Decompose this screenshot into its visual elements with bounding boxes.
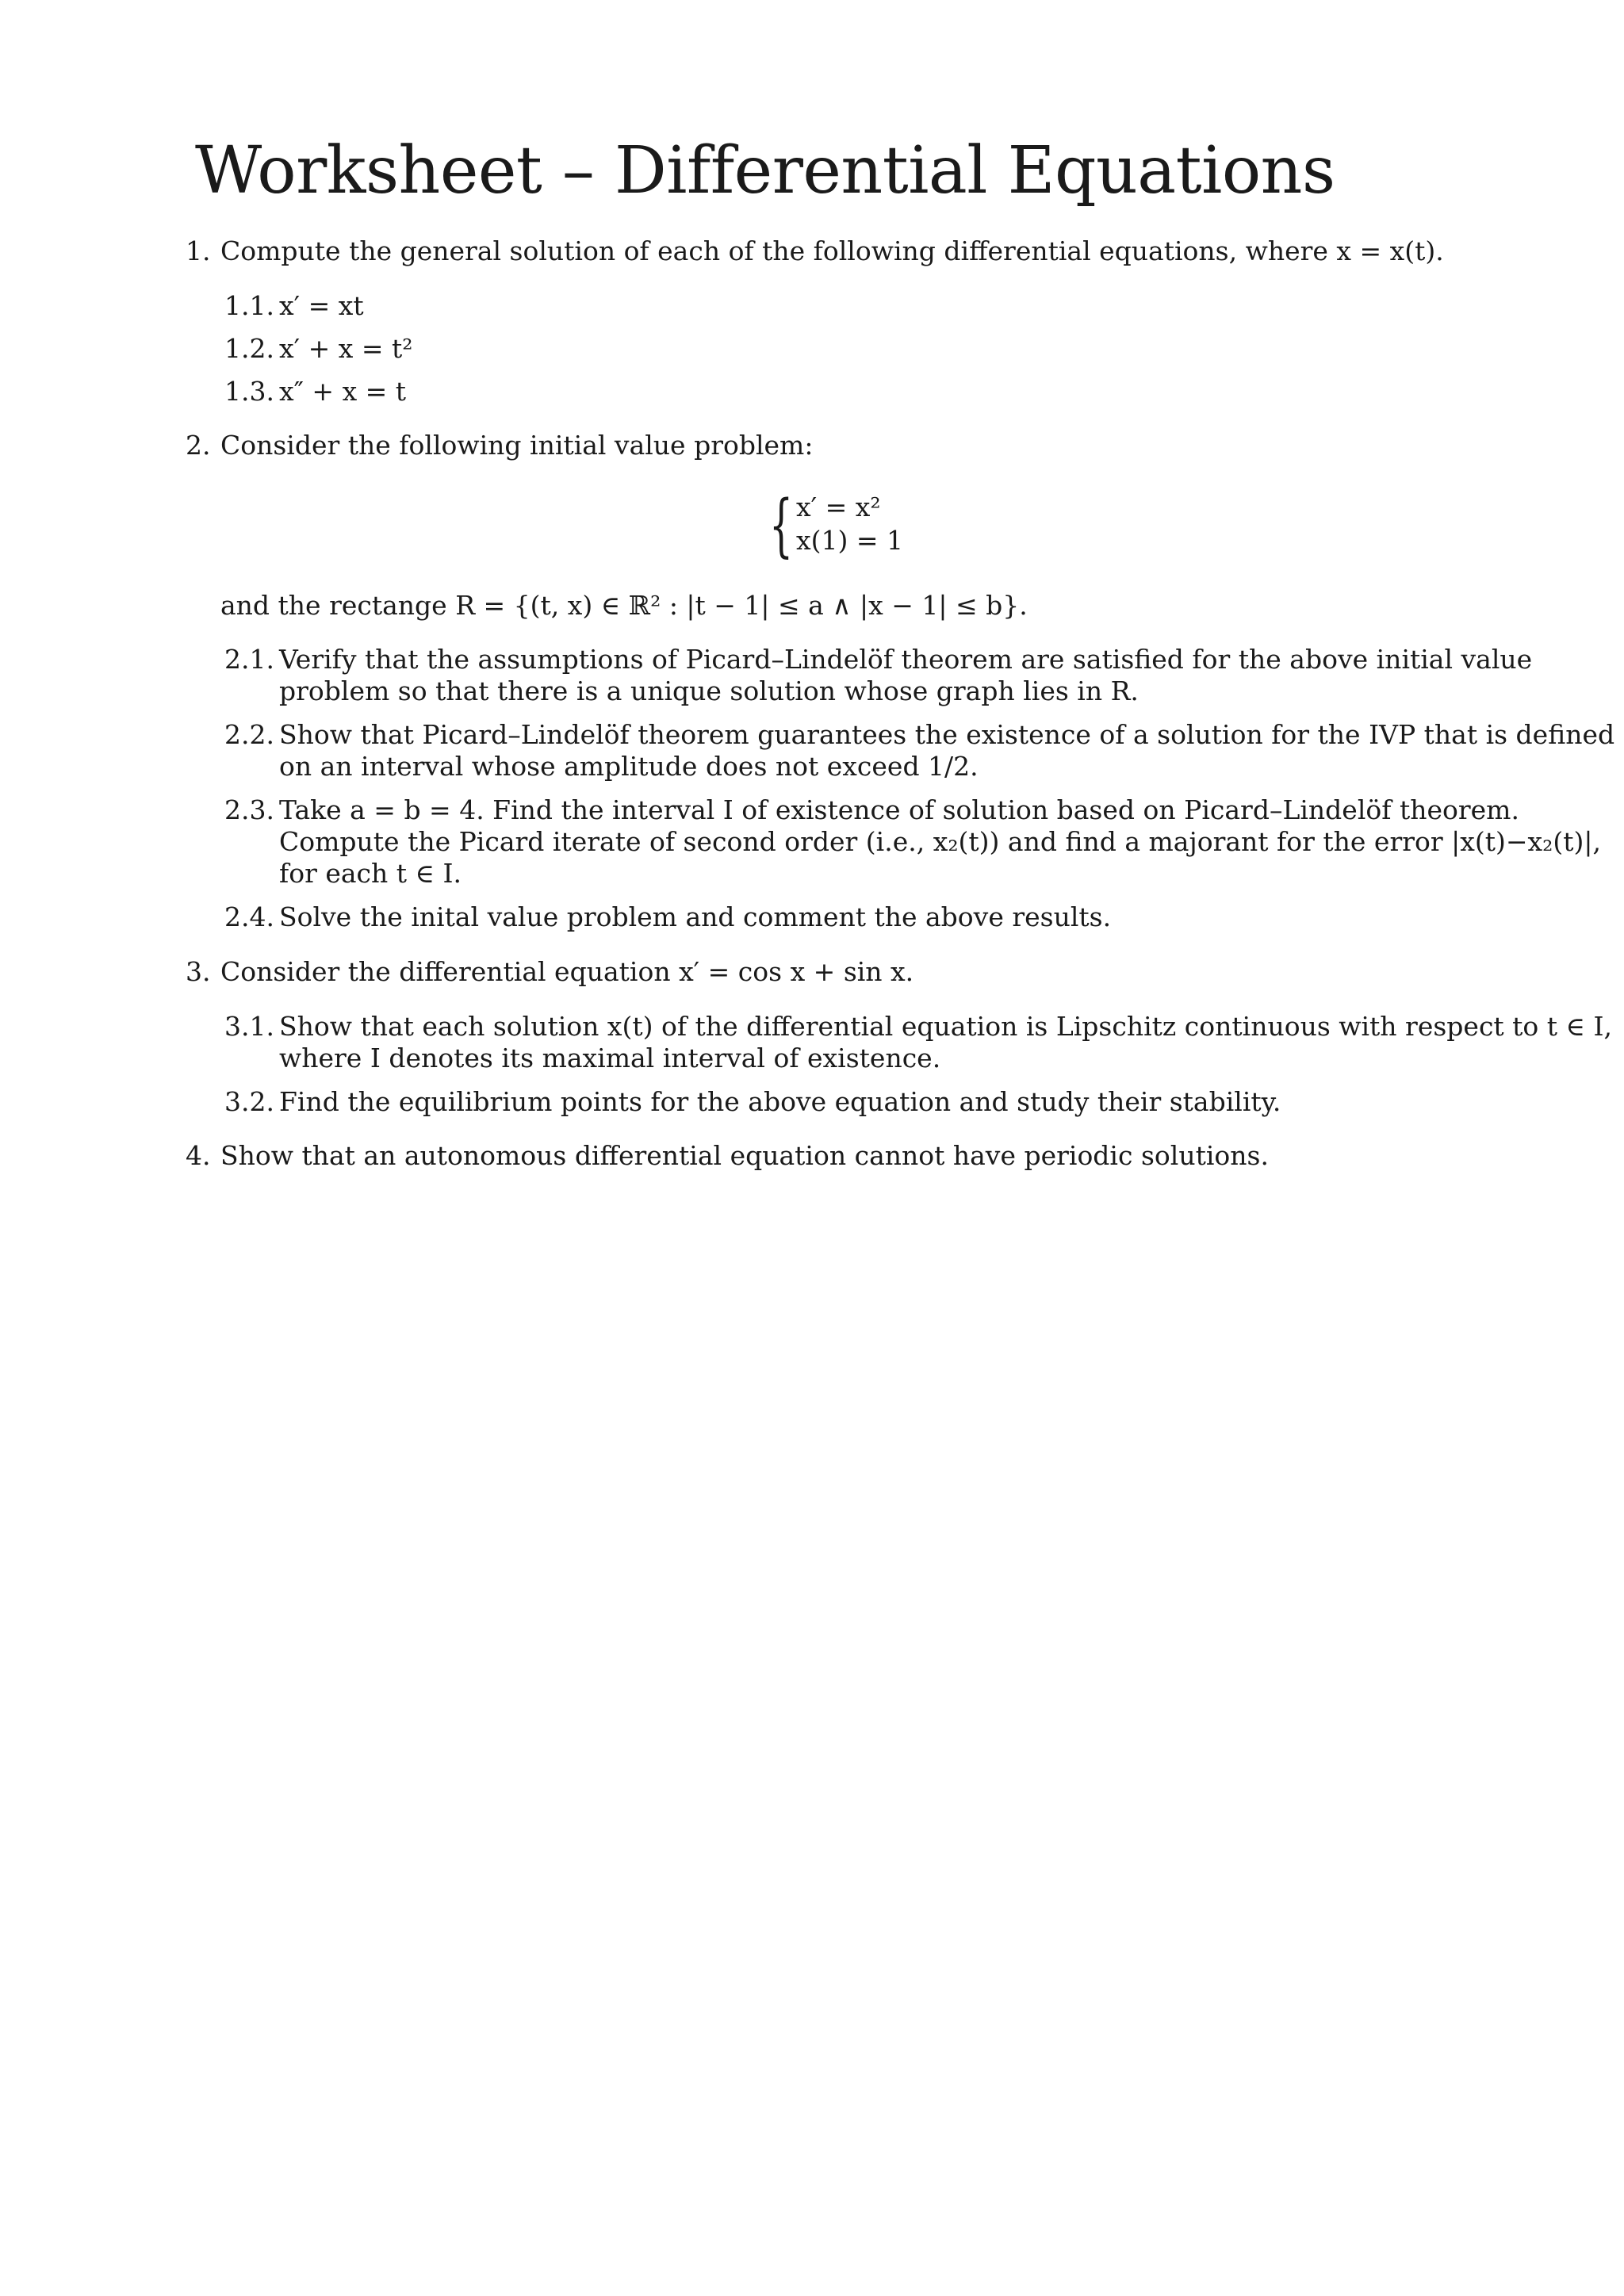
q1-number: 1.: [186, 235, 211, 266]
q2-item-1-line-2: problem so that there is a unique solution whose graph lies in R.: [279, 675, 1139, 706]
q2-number: 2.: [186, 430, 211, 461]
q2-item-3-line-3: for each t ∈ I.: [279, 858, 462, 889]
q1-item-3-text: x″ + x = t: [279, 376, 407, 407]
q2-item-3-line-1: Take a = b = 4. Find the interval I of existence of solution based on Picard–Lindelöf theorem.: [279, 794, 1519, 825]
q1-item-1-text: x′ = xt: [279, 290, 364, 321]
q2-text: Consider the following initial value problem:: [220, 430, 814, 461]
q2-item-2-line-1: Show that Picard–Lindelöf theorem guarantees the existence of a solution for the IVP that is defined: [279, 719, 1615, 750]
q4-number: 4.: [186, 1140, 211, 1171]
q2-item-3-number: 2.3.: [224, 794, 274, 825]
q1-text: Compute the general solution of each of the following differential equations, where x = x(t).: [220, 235, 1444, 266]
q4-text: Show that an autonomous differential equation cannot have periodic solutions.: [220, 1140, 1269, 1171]
q2-item-1-line-1: Verify that the assumptions of Picard–Lindelöf theorem are satisfied for the above initial value: [279, 644, 1533, 675]
q1-item-3-number: 1.3.: [224, 376, 274, 407]
q3-text: Consider the differential equation x′ = cos x + sin x.: [220, 956, 914, 987]
system-eq-1: x′ = x²: [796, 492, 881, 522]
q3-item-2-line-1: Find the equilibrium points for the above equation and study their stability.: [279, 1086, 1281, 1117]
q3-number: 3.: [186, 956, 211, 987]
q2-item-3-line-2: Compute the Picard iterate of second order (i.e., x₂(t)) and find a majorant for the error |x(t)−x₂(t)|,: [279, 826, 1601, 857]
page-title: Worksheet – Differential Equations: [195, 133, 1335, 209]
q3-item-1-number: 3.1.: [224, 1011, 274, 1042]
q3-item-1-line-2: where I denotes its maximal interval of existence.: [279, 1043, 941, 1073]
q2-item-4-line-1: Solve the inital value problem and comment the above results.: [279, 901, 1112, 932]
q2-item-4-number: 2.4.: [224, 901, 274, 932]
system-brace: {: [769, 486, 794, 565]
q1-item-2-text: x′ + x = t²: [279, 333, 413, 364]
q3-item-2-number: 3.2.: [224, 1086, 274, 1117]
system-eq-2: x(1) = 1: [796, 525, 903, 556]
q2-item-2-line-2: on an interval whose amplitude does not exceed 1/2.: [279, 751, 979, 782]
q2-item-2-number: 2.2.: [224, 719, 274, 750]
q3-item-1-line-1: Show that each solution x(t) of the differential equation is Lipschitz continuous with respect to t ∈ I,: [279, 1011, 1612, 1042]
q2-rectangle: and the rectange R = {(t, x) ∈ ℝ² : |t − 1| ≤ a ∧ |x − 1| ≤ b}.: [220, 590, 1028, 621]
q1-item-1-number: 1.1.: [224, 290, 274, 321]
q2-item-1-number: 2.1.: [224, 644, 274, 675]
q1-item-2-number: 1.2.: [224, 333, 274, 364]
